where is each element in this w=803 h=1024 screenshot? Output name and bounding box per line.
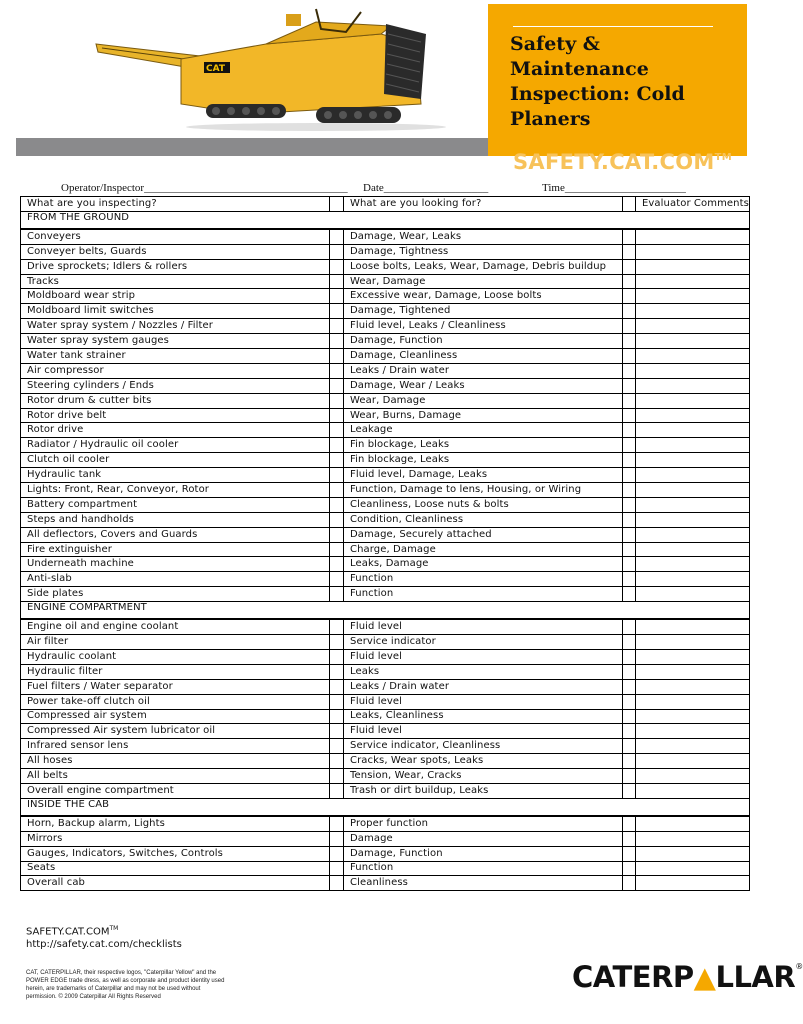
check-box[interactable] [330, 334, 344, 349]
check-box[interactable] [623, 334, 636, 349]
section-title: FROM THE GROUND [21, 211, 750, 226]
check-box[interactable] [623, 363, 636, 378]
table-row [21, 453, 750, 468]
check-box[interactable] [330, 739, 344, 754]
comment-cell[interactable] [636, 483, 750, 498]
look-for-item: Damage [344, 831, 623, 846]
table-row [21, 694, 750, 709]
check-box[interactable] [330, 635, 344, 650]
look-for-item: Leaks, Cleanliness [344, 709, 623, 724]
inspect-item: Underneath machine [21, 557, 330, 572]
inspect-item: Infrared sensor lens [21, 739, 330, 754]
table-row [21, 259, 750, 274]
comment-cell[interactable] [636, 769, 750, 784]
comment-cell[interactable] [636, 876, 750, 891]
comment-cell[interactable] [636, 724, 750, 739]
section-header [21, 602, 750, 617]
check-box[interactable] [623, 694, 636, 709]
check-box[interactable] [623, 572, 636, 587]
comment-cell[interactable] [636, 694, 750, 709]
comment-cell[interactable] [636, 274, 750, 289]
table-row [21, 831, 750, 846]
title-panel [488, 4, 747, 156]
table-row [21, 304, 750, 319]
inspect-item: Overall cab [21, 876, 330, 891]
table-row [21, 587, 750, 602]
look-for-item: Leaks [344, 664, 623, 679]
comment-cell[interactable] [636, 587, 750, 602]
look-for-item: Proper function [344, 816, 623, 831]
look-for-item: Wear, Damage [344, 274, 623, 289]
check-box[interactable] [330, 259, 344, 274]
check-box[interactable] [623, 679, 636, 694]
look-for-item: Function [344, 861, 623, 876]
table-row [21, 649, 750, 664]
check-box[interactable] [623, 393, 636, 408]
check-box[interactable] [330, 483, 344, 498]
check-box[interactable] [330, 289, 344, 304]
look-for-item: Damage, Tightened [344, 304, 623, 319]
table-row [21, 635, 750, 650]
look-for-item: Fluid level [344, 694, 623, 709]
look-for-item: Leaks / Drain water [344, 363, 623, 378]
comment-cell[interactable] [636, 512, 750, 527]
trademark-mark: TM [714, 152, 732, 163]
inspect-item: All deflectors, Covers and Guards [21, 527, 330, 542]
inspect-item: Water spray system / Nozzles / Filter [21, 319, 330, 334]
table-row [21, 861, 750, 876]
check-box[interactable] [623, 769, 636, 784]
inspection-checklist-table [20, 196, 750, 891]
check-box[interactable] [623, 423, 636, 438]
inspect-item: Water tank strainer [21, 349, 330, 364]
inspect-item: Side plates [21, 587, 330, 602]
check-box[interactable] [330, 619, 344, 634]
look-for-item: Leakage [344, 423, 623, 438]
look-for-item: Tension, Wear, Cracks [344, 769, 623, 784]
look-for-item: Fin blockage, Leaks [344, 438, 623, 453]
look-for-item: Leaks, Damage [344, 557, 623, 572]
look-for-item: Fluid level, Damage, Leaks [344, 468, 623, 483]
check-box[interactable] [330, 649, 344, 664]
check-box[interactable] [623, 709, 636, 724]
comment-cell[interactable] [636, 557, 750, 572]
check-box[interactable] [330, 861, 344, 876]
check-box[interactable] [623, 846, 636, 861]
safety-site-logo [513, 150, 732, 174]
inspect-item: Hydraulic coolant [21, 649, 330, 664]
table-row [21, 512, 750, 527]
comment-cell[interactable] [636, 754, 750, 769]
inspect-item: Steps and handholds [21, 512, 330, 527]
look-for-item: Damage, Wear, Leaks [344, 229, 623, 244]
check-box[interactable] [623, 587, 636, 602]
check-box[interactable] [330, 468, 344, 483]
look-for-item: Damage, Wear / Leaks [344, 378, 623, 393]
look-for-item: Function, Damage to lens, Housing, or Wiring [344, 483, 623, 498]
table-row [21, 423, 750, 438]
check-box[interactable] [623, 649, 636, 664]
check-box[interactable] [623, 319, 636, 334]
look-for-item: Condition, Cleanliness [344, 512, 623, 527]
safety-site-text: SAFETY.CAT.COM [513, 150, 715, 174]
title-rule [513, 26, 713, 27]
table-row [21, 349, 750, 364]
check-box[interactable] [623, 497, 636, 512]
check-box[interactable] [330, 512, 344, 527]
check-box[interactable] [623, 724, 636, 739]
table-row [21, 557, 750, 572]
check-box[interactable] [623, 557, 636, 572]
check-box[interactable] [330, 319, 344, 334]
brand-text-right: LLAR [715, 960, 796, 994]
table-row [21, 378, 750, 393]
look-for-item: Cleanliness [344, 876, 623, 891]
look-for-item: Charge, Damage [344, 542, 623, 557]
section-title: INSIDE THE CAB [21, 798, 750, 813]
table-row [21, 679, 750, 694]
look-for-item: Fluid level [344, 724, 623, 739]
look-for-item: Leaks / Drain water [344, 679, 623, 694]
legal-notice: CAT, CATERPILLAR, their respective logos, "Caterpillar Yellow" and the POWER EDGE trade dress, as well as corporate and product identity used herein, are trademarks of Caterpillar and may not be used without permission. © 2009 Caterpillar All Rights Reserved [26, 970, 225, 1000]
comment-cell[interactable] [636, 244, 750, 259]
table-row [21, 542, 750, 557]
table-row [21, 244, 750, 259]
header-looking-for: What are you looking for? [344, 197, 623, 212]
check-box[interactable] [330, 754, 344, 769]
check-box[interactable] [330, 572, 344, 587]
comment-cell[interactable] [636, 468, 750, 483]
comment-cell[interactable] [636, 319, 750, 334]
comment-cell[interactable] [636, 542, 750, 557]
inspect-item: Drive sprockets; Idlers & rollers [21, 259, 330, 274]
inspect-item: Air compressor [21, 363, 330, 378]
check-box[interactable] [330, 393, 344, 408]
inspect-item: Fire extinguisher [21, 542, 330, 557]
check-box[interactable] [623, 542, 636, 557]
table-row [21, 619, 750, 634]
comment-cell[interactable] [636, 363, 750, 378]
inspect-item: Steering cylinders / Ends [21, 378, 330, 393]
inspect-item: Rotor drive belt [21, 408, 330, 423]
look-for-item: Function [344, 572, 623, 587]
check-box[interactable] [330, 423, 344, 438]
comment-cell[interactable] [636, 679, 750, 694]
header-inspecting: What are you inspecting? [21, 197, 330, 212]
comment-cell[interactable] [636, 259, 750, 274]
check-box[interactable] [623, 197, 636, 212]
table-row [21, 876, 750, 891]
check-box[interactable] [623, 635, 636, 650]
checklists-link[interactable]: http://safety.cat.com/checklists [26, 939, 182, 951]
check-box[interactable] [330, 816, 344, 831]
check-box[interactable] [623, 876, 636, 891]
check-box[interactable] [330, 724, 344, 739]
look-for-item: Service indicator, Cleanliness [344, 739, 623, 754]
look-for-item: Damage, Securely attached [344, 527, 623, 542]
check-box[interactable] [330, 378, 344, 393]
check-box[interactable] [623, 244, 636, 259]
table-row [21, 229, 750, 244]
check-box[interactable] [330, 244, 344, 259]
comment-cell[interactable] [636, 709, 750, 724]
look-for-item: Damage, Cleanliness [344, 349, 623, 364]
check-box[interactable] [330, 831, 344, 846]
comment-cell[interactable] [636, 393, 750, 408]
brand-text-left: CATERP [572, 960, 694, 994]
check-box[interactable] [623, 468, 636, 483]
check-box[interactable] [330, 846, 344, 861]
check-box[interactable] [623, 816, 636, 831]
inspect-item: Tracks [21, 274, 330, 289]
table-row [21, 408, 750, 423]
comment-cell[interactable] [636, 664, 750, 679]
check-box[interactable] [330, 542, 344, 557]
comment-cell[interactable] [636, 423, 750, 438]
inspect-item: Conveyers [21, 229, 330, 244]
look-for-item: Cracks, Wear spots, Leaks [344, 754, 623, 769]
check-box[interactable] [330, 664, 344, 679]
inspect-item: Water spray system gauges [21, 334, 330, 349]
check-box[interactable] [330, 783, 344, 798]
table-row [21, 468, 750, 483]
check-box[interactable] [623, 664, 636, 679]
page-title: Safety & Maintenance Inspection: Cold Planers [510, 33, 685, 130]
table-row [21, 483, 750, 498]
table-row [21, 319, 750, 334]
table-row [21, 754, 750, 769]
check-box[interactable] [623, 304, 636, 319]
check-box[interactable] [623, 619, 636, 634]
check-box[interactable] [623, 289, 636, 304]
look-for-item: Fluid level, Leaks / Cleanliness [344, 319, 623, 334]
comment-cell[interactable] [636, 831, 750, 846]
inspect-item: Air filter [21, 635, 330, 650]
comment-cell[interactable] [636, 408, 750, 423]
check-box[interactable] [330, 679, 344, 694]
check-box[interactable] [623, 861, 636, 876]
check-box[interactable] [623, 739, 636, 754]
inspect-item: Clutch oil cooler [21, 453, 330, 468]
check-box[interactable] [623, 527, 636, 542]
footer-trademark: TM [109, 925, 119, 932]
check-box[interactable] [330, 304, 344, 319]
check-box[interactable] [330, 229, 344, 244]
look-for-item: Fluid level [344, 619, 623, 634]
look-for-item: Service indicator [344, 635, 623, 650]
check-box[interactable] [330, 769, 344, 784]
inspect-item: Power take-off clutch oil [21, 694, 330, 709]
inspect-item: Rotor drum & cutter bits [21, 393, 330, 408]
table-row [21, 497, 750, 512]
inspect-item: Hydraulic filter [21, 664, 330, 679]
check-box[interactable] [623, 408, 636, 423]
section-header [21, 798, 750, 813]
comment-cell[interactable] [636, 527, 750, 542]
comment-cell[interactable] [636, 635, 750, 650]
footer-site-block [26, 922, 182, 951]
inspect-item: Rotor drive [21, 423, 330, 438]
check-box[interactable] [330, 453, 344, 468]
comment-cell[interactable] [636, 783, 750, 798]
look-for-item: Damage, Function [344, 846, 623, 861]
look-for-item: Damage, Tightness [344, 244, 623, 259]
caterpillar-logo [572, 960, 803, 994]
table-row [21, 664, 750, 679]
table-row [21, 783, 750, 798]
look-for-item: Fluid level [344, 649, 623, 664]
section-header [21, 211, 750, 226]
comment-cell[interactable] [636, 739, 750, 754]
inspect-item: Overall engine compartment [21, 783, 330, 798]
table-header-row [21, 197, 750, 212]
check-box[interactable] [623, 349, 636, 364]
comment-cell[interactable] [636, 349, 750, 364]
look-for-item: Fin blockage, Leaks [344, 453, 623, 468]
look-for-item: Wear, Burns, Damage [344, 408, 623, 423]
check-box[interactable] [623, 274, 636, 289]
check-box[interactable] [330, 694, 344, 709]
look-for-item: Loose bolts, Leaks, Wear, Damage, Debris buildup [344, 259, 623, 274]
check-box[interactable] [330, 557, 344, 572]
table-row [21, 274, 750, 289]
comment-cell[interactable] [636, 229, 750, 244]
check-box[interactable] [330, 274, 344, 289]
cold-planer-image [16, 4, 486, 134]
check-box[interactable] [623, 378, 636, 393]
table-row [21, 393, 750, 408]
comment-cell[interactable] [636, 453, 750, 468]
comment-cell[interactable] [636, 289, 750, 304]
table-row [21, 739, 750, 754]
inspect-item: Compressed Air system lubricator oil [21, 724, 330, 739]
inspect-item: Anti-slab [21, 572, 330, 587]
comment-cell[interactable] [636, 572, 750, 587]
inspect-item: Compressed air system [21, 709, 330, 724]
inspect-item: Hydraulic tank [21, 468, 330, 483]
table-row [21, 334, 750, 349]
inspect-item: Horn, Backup alarm, Lights [21, 816, 330, 831]
look-for-item: Wear, Damage [344, 393, 623, 408]
comment-cell[interactable] [636, 438, 750, 453]
table-row [21, 724, 750, 739]
inspect-item: Lights: Front, Rear, Conveyor, Rotor [21, 483, 330, 498]
check-box[interactable] [623, 483, 636, 498]
check-box[interactable] [330, 363, 344, 378]
inspect-item: Moldboard limit switches [21, 304, 330, 319]
inspect-item: Seats [21, 861, 330, 876]
inspect-item: Radiator / Hydraulic oil cooler [21, 438, 330, 453]
comment-cell[interactable] [636, 619, 750, 634]
inspect-item: All hoses [21, 754, 330, 769]
section-title: ENGINE COMPARTMENT [21, 602, 750, 617]
date-field[interactable]: Date___________________ [363, 182, 489, 194]
check-box[interactable] [330, 408, 344, 423]
inspect-item: Battery compartment [21, 497, 330, 512]
check-box[interactable] [623, 229, 636, 244]
cat-badge: CAT [206, 64, 226, 74]
check-box[interactable] [623, 754, 636, 769]
check-box[interactable] [330, 349, 344, 364]
brand-registered-mark: ® [795, 962, 803, 971]
inspection-info-line [0, 182, 768, 196]
comment-cell[interactable] [636, 304, 750, 319]
look-for-item: Trash or dirt buildup, Leaks [344, 783, 623, 798]
check-box[interactable] [623, 831, 636, 846]
check-box[interactable] [330, 876, 344, 891]
check-box[interactable] [623, 438, 636, 453]
table-row [21, 769, 750, 784]
table-row [21, 289, 750, 304]
comment-cell[interactable] [636, 846, 750, 861]
table-row [21, 709, 750, 724]
check-box[interactable] [330, 197, 344, 212]
check-box[interactable] [623, 259, 636, 274]
check-box[interactable] [330, 438, 344, 453]
inspect-item: All belts [21, 769, 330, 784]
check-box[interactable] [623, 783, 636, 798]
look-for-item: Damage, Function [344, 334, 623, 349]
brand-triangle-icon: ▲ [693, 960, 716, 994]
table-row [21, 527, 750, 542]
look-for-item: Excessive wear, Damage, Loose bolts [344, 289, 623, 304]
inspect-item: Conveyer belts, Guards [21, 244, 330, 259]
table-row [21, 438, 750, 453]
time-field[interactable]: Time______________________ [542, 182, 686, 194]
inspect-item: Mirrors [21, 831, 330, 846]
inspect-item: Engine oil and engine coolant [21, 619, 330, 634]
comment-cell[interactable] [636, 378, 750, 393]
comment-cell[interactable] [636, 497, 750, 512]
comment-cell[interactable] [636, 816, 750, 831]
inspect-item: Moldboard wear strip [21, 289, 330, 304]
footer-site-name: SAFETY.CAT.COM [26, 926, 110, 938]
table-row [21, 846, 750, 861]
header-evaluator-comments: Evaluator Comments [636, 197, 750, 212]
look-for-item: Function [344, 587, 623, 602]
inspect-item: Fuel filters / Water separator [21, 679, 330, 694]
table-row [21, 363, 750, 378]
table-row [21, 816, 750, 831]
check-box[interactable] [330, 497, 344, 512]
inspect-item: Gauges, Indicators, Switches, Controls [21, 846, 330, 861]
comment-cell[interactable] [636, 649, 750, 664]
comment-cell[interactable] [636, 334, 750, 349]
check-box[interactable] [330, 709, 344, 724]
look-for-item: Cleanliness, Loose nuts & bolts [344, 497, 623, 512]
comment-cell[interactable] [636, 861, 750, 876]
table-row [21, 572, 750, 587]
check-box[interactable] [330, 527, 344, 542]
check-box[interactable] [623, 512, 636, 527]
check-box[interactable] [623, 453, 636, 468]
operator-field[interactable]: Operator/Inspector_____________________________________ [61, 182, 348, 194]
check-box[interactable] [330, 587, 344, 602]
